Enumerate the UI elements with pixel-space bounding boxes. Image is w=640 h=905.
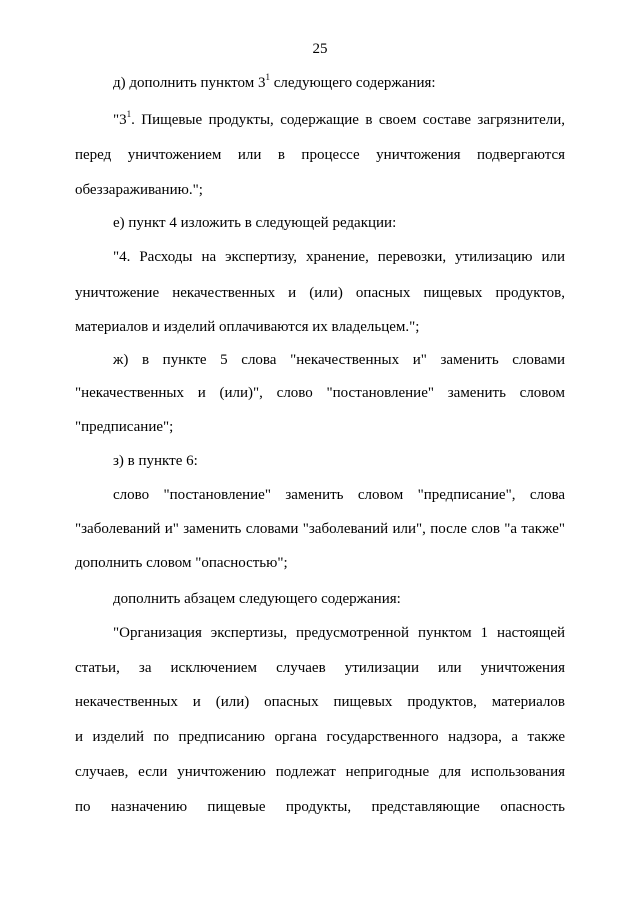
item-d-superscript: 1: [265, 72, 270, 82]
item-zh-line-1: ж) в пункте 5 слова "некачественных и" заменить словами: [113, 352, 565, 368]
organization-line-5: случаев, если уничтожению подлежат непригодные для использования: [75, 764, 565, 780]
point-3-1-text: . Пищевые продукты, содержащие в своем составе загрязнители,: [131, 112, 565, 128]
point-4-line-1: "4. Расходы на экспертизу, хранение, перевозки, утилизацию или: [113, 249, 565, 265]
item-zh-line-3: "предписание";: [75, 419, 174, 435]
item-d-line: [113, 73, 565, 93]
point-4-line-2: уничтожение некачественных и (или) опасных пищевых продуктов,: [75, 285, 565, 301]
organization-line-6: по назначению пищевые продукты, представляющие опасность: [75, 799, 565, 815]
item-e-line: е) пункт 4 изложить в следующей редакции:: [113, 215, 397, 231]
item-d-text: д) дополнить пунктом 3: [113, 75, 266, 91]
point-3-1-line-2: перед уничтожением или в процессе уничтожения подвергаются: [75, 147, 565, 163]
organization-line-2: статьи, за исключением случаев утилизации или уничтожения: [75, 660, 565, 676]
point-3-1-line-3: обеззараживанию.";: [75, 182, 203, 198]
item-d-text-suffix: следующего содержания:: [269, 75, 436, 91]
item-z-sub1-line-3: дополнить словом "опасностью";: [75, 555, 288, 571]
item-z-sub1-line-1: слово "постановление" заменить словом "предписание", слова: [113, 487, 565, 503]
point-3-1-superscript: 1: [126, 109, 132, 119]
item-z-sub2-line: дополнить абзацем следующего содержания:: [113, 591, 401, 607]
point-3-1-line-1: [113, 110, 565, 130]
item-z-sub1-line-2: "заболеваний и" заменить словами "заболеваний или", после слов "а также": [75, 521, 565, 537]
organization-line-3: некачественных и (или) опасных пищевых продуктов, материалов: [75, 694, 565, 710]
point-3-1-prefix: "3: [113, 112, 127, 128]
item-z-line: з) в пункте 6:: [113, 453, 198, 469]
item-zh-line-2: "некачественных и (или)", слово "постановление" заменить словом: [75, 385, 565, 401]
point-4-line-3: материалов и изделий оплачиваются их владельцем.";: [75, 319, 420, 335]
organization-line-1: "Организация экспертизы, предусмотренной пунктом 1 настоящей: [113, 625, 565, 641]
organization-line-4: и изделий по предписанию органа государственного надзора, а также: [75, 729, 565, 745]
page-number: 25: [312, 41, 328, 57]
